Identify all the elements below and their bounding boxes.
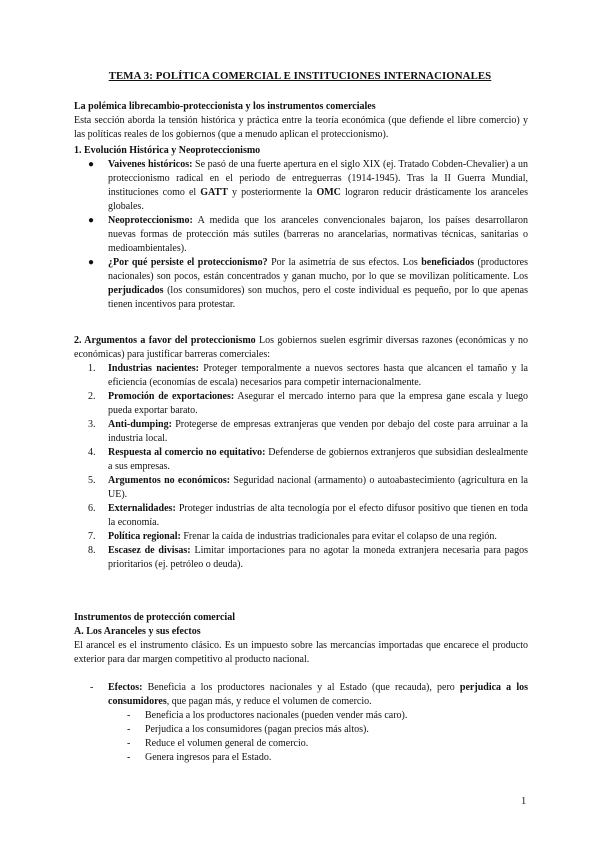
dash-marker: - (90, 682, 94, 693)
list-item: ● Vaivenes históricos: Se pasó de una fuerte apertura en el siglo XIX (ej. Tratado Cobden-Chevalier) a un proteccionismo radical en el periodo de entreguerras (1914-1945). Tras la II Guerra Mundial, instituciones como el GATT y posteriormente la OMC lograron reducir drásticamente los aranceles globales. (88, 159, 528, 212)
list-number: 8. (88, 545, 96, 556)
list-item: ● Neoproteccionismo: A medida que los aranceles convencionales bajaron, los países desarrollaron nuevas formas de protección más sutiles (barreras no arancelarias, normativas técnicas, sanitarias o medioambientales). (88, 215, 528, 254)
intro-section (74, 100, 528, 142)
list-number: 3. (88, 419, 96, 430)
list-item (74, 362, 528, 390)
sublist-item: - Genera ingresos para el Estado. (127, 752, 272, 763)
argument-text: Defenderse de gobiernos extranjeros que subsidian deslealmente a sus empresas. (108, 447, 528, 472)
argument-text: Proteger temporalmente a nuevos sectores hasta que alcancen el tamaño y la eficiencia (economías de escala) necesarios para competir internacionalmente. (108, 363, 528, 388)
argument-text: Frenar la caída de industrias tradicionales para evitar el colapso de una región. (180, 531, 497, 542)
section-3-heading: Instrumentos de protección comercial (74, 612, 235, 623)
section-3-subheading: A. Los Aranceles y sus efectos (74, 626, 201, 637)
list-number: 7. (88, 531, 96, 542)
effects-sublist (74, 709, 528, 765)
section-1 (74, 144, 528, 312)
list-item (74, 474, 528, 502)
list-item (74, 530, 528, 544)
argument-label: Argumentos no económicos: (108, 475, 231, 486)
arguments-list (74, 362, 528, 572)
argument-text: Asegurar el mercado interno para que la empresa gane escala y luego pueda exportar barato. (108, 391, 529, 416)
list-item (74, 544, 528, 572)
section-2-heading: 2. Argumentos a favor del proteccionismo (74, 335, 256, 346)
intro-text: Esta sección aborda la tensión histórica y práctica entre la teoría económica (que defiende el libre comercio) y las políticas reales de los gobiernos (que a menudo aplican el proteccionismo). (74, 115, 528, 140)
section-2-intro: 2. Argumentos a favor del proteccionismo Los gobiernos suelen esgrimir diversas razones (económicas y no económicas) para justificar barreras comerciales: (74, 335, 528, 360)
argument-text: Protegerse de empresas extranjeras que venden por debajo del coste para arruinar a la industria local. (108, 419, 528, 444)
argument-label: Respuesta al comercio no equitativo: (108, 447, 266, 458)
argument-label: Anti-dumping: (108, 419, 172, 430)
argument-label: Política regional: (108, 531, 181, 542)
list-number: 2. (88, 391, 96, 402)
dash-marker: - (127, 738, 131, 749)
argument-label: Externalidades: (108, 503, 176, 514)
bullet-icon: ● (88, 159, 95, 170)
argument-label: Escasez de divisas: (108, 545, 191, 556)
section-1-heading: 1. Evolución Histórica y Neoproteccionismo (74, 145, 261, 156)
section-2 (74, 334, 528, 572)
list-number: 4. (88, 447, 96, 458)
argument-label: Promoción de exportaciones: (108, 391, 235, 402)
bullet-icon: ● (88, 257, 95, 268)
bullet-icon: ● (88, 215, 95, 226)
list-item (74, 502, 528, 530)
list-item (74, 446, 528, 474)
list-number: 5. (88, 475, 96, 486)
sublist-item: - Reduce el volumen general de comercio. (127, 738, 309, 749)
argument-text: Seguridad nacional (armamento) o autoabastecimiento (agricultura en la UE). (108, 475, 528, 500)
list-number: 1. (88, 363, 96, 374)
page-number: 1 (521, 796, 527, 807)
sublist-item: - Perjudica a los consumidores (pagan precios más altos). (127, 724, 369, 735)
section-3 (74, 611, 528, 765)
dash-marker: - (127, 724, 131, 735)
document-title: TEMA 3: POLÍTICA COMERCIAL E INSTITUCIONES INTERNACIONALES (108, 70, 492, 82)
sublist-item: - Beneficia a los productores nacionales (pueden vender más caro). (127, 710, 408, 721)
section-3-text: El arancel es el instrumento clásico. Es un impuesto sobre las mercancías importadas que encarece el producto exterior para dar margen competitivo al producto nacional. (74, 640, 528, 665)
list-number: 6. (88, 503, 96, 514)
effects-item: - Efectos: Beneficia a los productores nacionales y al Estado (que recauda), pero perjudica a los consumidores, que pagan más, y reduce el volumen de comercio. (90, 682, 528, 707)
list-item: ● ¿Por qué persiste el proteccionismo? Por la asimetría de sus efectos. Los beneficiados (productores nacionales) son pocos, están concentrados y ganan mucho, por lo que se movilizan políticamente. Los perjudicados (los consumidores) son muchos, pero el coste individual es pequeño, por lo que apenas tienen incentivos para protestar. (88, 257, 529, 310)
section-1-list (74, 158, 528, 312)
intro-heading: La polémica librecambio-proteccionista y los instrumentos comerciales (74, 101, 376, 112)
argument-text: Proteger industrias de alta tecnología por el efecto difusor positivo que tienen en toda la economía. (108, 503, 528, 528)
dash-marker: - (127, 752, 131, 763)
list-item (74, 390, 528, 418)
dash-marker: - (127, 710, 131, 721)
argument-text: Limitar importaciones para no agotar la moneda extranjera necesaria para pagos prioritarios (ej. petróleo o deuda). (108, 545, 529, 570)
argument-label: Industrias nacientes: (108, 363, 199, 374)
list-item (74, 418, 528, 446)
